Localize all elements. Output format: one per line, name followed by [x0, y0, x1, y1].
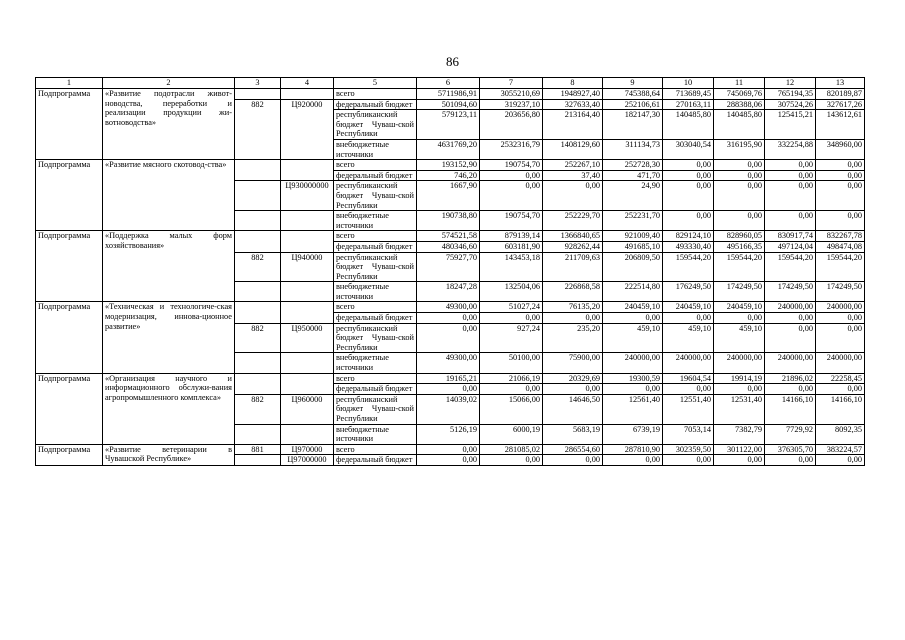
section-name: «Развитие мясного скотовод-ства» — [103, 160, 235, 231]
grbs-code — [235, 424, 281, 444]
column-header: 1 — [36, 78, 103, 89]
section-name: «Развитие подотрасли живот-новодства, переработки и реализации продукции жи-вотноводства» — [103, 89, 235, 160]
column-header: 2 — [103, 78, 235, 89]
amount-cell: 921009,40 — [603, 231, 663, 242]
column-header: 6 — [417, 78, 480, 89]
section-type: Подпрограмма — [36, 89, 103, 160]
amount-cell: 0,00 — [816, 170, 865, 181]
amount-cell: 6000,19 — [480, 424, 543, 444]
amount-cell: 182147,30 — [603, 110, 663, 140]
amount-cell: 240000,00 — [714, 353, 765, 373]
amount-cell: 75900,00 — [543, 353, 603, 373]
funding-source: республиканский бюджет Чуваш-ской Республики — [334, 110, 417, 140]
amount-cell: 0,00 — [480, 170, 543, 181]
grbs-code — [235, 89, 281, 100]
amount-cell: 14646,50 — [543, 394, 603, 424]
column-header: 7 — [480, 78, 543, 89]
section-type: Подпрограмма — [36, 231, 103, 302]
amount-cell: 240000,00 — [603, 353, 663, 373]
amount-cell: 0,00 — [663, 181, 714, 211]
amount-cell: 0,00 — [663, 313, 714, 324]
amount-cell: 49300,00 — [417, 302, 480, 313]
funding-source: внебюджетные источники — [334, 211, 417, 231]
target-article-code — [281, 231, 334, 252]
amount-cell: 0,00 — [714, 181, 765, 211]
amount-cell: 19604,54 — [663, 373, 714, 384]
amount-cell: 830917,74 — [765, 231, 816, 242]
amount-cell: 0,00 — [714, 211, 765, 231]
amount-cell: 746,20 — [417, 170, 480, 181]
target-article-code — [281, 282, 334, 302]
amount-cell: 14039,02 — [417, 394, 480, 424]
amount-cell: 0,00 — [714, 313, 765, 324]
amount-cell: 1408129,60 — [543, 139, 603, 159]
amount-cell: 307524,26 — [765, 99, 816, 110]
amount-cell: 3055210,69 — [480, 89, 543, 100]
amount-cell: 7382,79 — [714, 424, 765, 444]
grbs-code — [235, 181, 281, 211]
amount-cell: 140485,80 — [663, 110, 714, 140]
amount-cell: 125415,21 — [765, 110, 816, 140]
funding-source: федеральный бюджет — [334, 241, 417, 252]
amount-cell: 829124,10 — [663, 231, 714, 242]
amount-cell: 288388,06 — [714, 99, 765, 110]
amount-cell: 14166,10 — [765, 394, 816, 424]
section-type: Подпрограмма — [36, 373, 103, 444]
funding-source: федеральный бюджет — [334, 455, 417, 466]
amount-cell: 15066,00 — [480, 394, 543, 424]
amount-cell: 190754,70 — [480, 211, 543, 231]
amount-cell: 0,00 — [480, 384, 543, 395]
amount-cell: 1948927,40 — [543, 89, 603, 100]
target-article-code — [281, 89, 334, 100]
amount-cell: 235,20 — [543, 323, 603, 353]
funding-source: всего — [334, 160, 417, 171]
amount-cell: 240000,00 — [765, 353, 816, 373]
amount-cell: 5711986,91 — [417, 89, 480, 100]
amount-cell: 579123,11 — [417, 110, 480, 140]
amount-cell: 0,00 — [765, 211, 816, 231]
amount-cell: 159544,20 — [714, 252, 765, 282]
funding-source: всего — [334, 444, 417, 455]
amount-cell: 140485,80 — [714, 110, 765, 140]
grbs-code — [235, 353, 281, 373]
amount-cell: 879139,14 — [480, 231, 543, 242]
amount-cell: 828960,05 — [714, 231, 765, 242]
amount-cell: 193152,90 — [417, 160, 480, 171]
amount-cell: 928262,44 — [543, 241, 603, 252]
grbs-code: 882 — [235, 394, 281, 424]
table-row — [36, 373, 865, 384]
amount-cell: 12561,40 — [603, 394, 663, 424]
column-header: 3 — [235, 78, 281, 89]
amount-cell: 143453,18 — [480, 252, 543, 282]
column-header: 13 — [816, 78, 865, 89]
amount-cell: 174249,50 — [765, 282, 816, 302]
section-name: «Поддержка малых форм хозяйствования» — [103, 231, 235, 302]
amount-cell: 143612,61 — [816, 110, 865, 140]
amount-cell: 302359,50 — [663, 444, 714, 455]
amount-cell: 0,00 — [816, 211, 865, 231]
amount-cell: 0,00 — [417, 323, 480, 353]
amount-cell: 0,00 — [663, 211, 714, 231]
amount-cell: 76135,20 — [543, 302, 603, 313]
amount-cell: 12531,40 — [714, 394, 765, 424]
amount-cell: 327633,40 — [543, 99, 603, 110]
amount-cell: 7053,14 — [663, 424, 714, 444]
amount-cell: 213164,40 — [543, 110, 603, 140]
amount-cell: 49300,00 — [417, 353, 480, 373]
amount-cell: 20329,69 — [543, 373, 603, 384]
amount-cell: 0,00 — [765, 313, 816, 324]
amount-cell: 0,00 — [480, 181, 543, 211]
amount-cell: 24,90 — [603, 181, 663, 211]
amount-cell: 0,00 — [816, 181, 865, 211]
amount-cell: 5126,19 — [417, 424, 480, 444]
funding-source: федеральный бюджет — [334, 384, 417, 395]
amount-cell: 37,40 — [543, 170, 603, 181]
amount-cell: 0,00 — [480, 313, 543, 324]
grbs-code: 881 — [235, 444, 281, 455]
target-article-code: Ц950000 — [281, 323, 334, 353]
amount-cell: 0,00 — [765, 455, 816, 466]
amount-cell: 174249,50 — [816, 282, 865, 302]
amount-cell: 0,00 — [714, 160, 765, 171]
funding-source: федеральный бюджет — [334, 170, 417, 181]
amount-cell: 6739,19 — [603, 424, 663, 444]
table-row — [36, 302, 865, 313]
amount-cell: 12551,40 — [663, 394, 714, 424]
target-article-code: Ц940000 — [281, 252, 334, 282]
amount-cell: 0,00 — [417, 444, 480, 455]
section-type: Подпрограмма — [36, 302, 103, 373]
column-header: 11 — [714, 78, 765, 89]
amount-cell: 832267,78 — [816, 231, 865, 242]
table-row — [36, 444, 865, 455]
grbs-code — [235, 302, 281, 323]
grbs-code: 882 — [235, 252, 281, 282]
amount-cell: 0,00 — [765, 160, 816, 171]
amount-cell: 176249,50 — [663, 282, 714, 302]
column-header: 9 — [603, 78, 663, 89]
amount-cell: 0,00 — [714, 455, 765, 466]
amount-cell: 0,00 — [765, 384, 816, 395]
funding-source: республиканский бюджет Чуваш-ской Республики — [334, 181, 417, 211]
amount-cell: 240459,10 — [603, 302, 663, 313]
funding-source: республиканский бюджет Чуваш-ской Республики — [334, 394, 417, 424]
amount-cell: 0,00 — [663, 160, 714, 171]
amount-cell: 303040,54 — [663, 139, 714, 159]
amount-cell: 203656,80 — [480, 110, 543, 140]
target-article-code: Ц970000 — [281, 444, 334, 455]
funding-source: федеральный бюджет — [334, 313, 417, 324]
funding-source: внебюджетные источники — [334, 424, 417, 444]
amount-cell: 0,00 — [816, 313, 865, 324]
amount-cell: 0,00 — [480, 455, 543, 466]
amount-cell: 348960,00 — [816, 139, 865, 159]
amount-cell: 252267,10 — [543, 160, 603, 171]
table-row — [36, 160, 865, 171]
funding-source: внебюджетные источники — [334, 139, 417, 159]
amount-cell: 745069,76 — [714, 89, 765, 100]
section-type: Подпрограмма — [36, 160, 103, 231]
amount-cell: 0,00 — [417, 455, 480, 466]
amount-cell: 159544,20 — [663, 252, 714, 282]
amount-cell: 252229,70 — [543, 211, 603, 231]
column-header: 4 — [281, 78, 334, 89]
amount-cell: 0,00 — [543, 384, 603, 395]
amount-cell: 252106,61 — [603, 99, 663, 110]
amount-cell: 50100,00 — [480, 353, 543, 373]
amount-cell: 0,00 — [543, 181, 603, 211]
amount-cell: 0,00 — [816, 384, 865, 395]
funding-source: республиканский бюджет Чуваш-ской Республики — [334, 323, 417, 353]
funding-source: внебюджетные источники — [334, 282, 417, 302]
target-article-code: Ц930000000 — [281, 181, 334, 211]
target-article-code — [281, 424, 334, 444]
budget-table — [35, 77, 865, 466]
amount-cell: 159544,20 — [816, 252, 865, 282]
amount-cell: 383224,57 — [816, 444, 865, 455]
amount-cell: 0,00 — [543, 455, 603, 466]
section-name: «Организация научного и информационного обслужи-вания агропромышленного комплекса» — [103, 373, 235, 444]
grbs-code — [235, 231, 281, 252]
amount-cell: 0,00 — [663, 170, 714, 181]
funding-source: всего — [334, 373, 417, 384]
amount-cell: 132504,06 — [480, 282, 543, 302]
amount-cell: 19300,59 — [603, 373, 663, 384]
amount-cell: 240000,00 — [816, 302, 865, 313]
amount-cell: 501094,60 — [417, 99, 480, 110]
funding-source: республиканский бюджет Чуваш-ской Республики — [334, 252, 417, 282]
amount-cell: 0,00 — [765, 323, 816, 353]
amount-cell: 21896,02 — [765, 373, 816, 384]
amount-cell: 240459,10 — [714, 302, 765, 313]
amount-cell: 491685,10 — [603, 241, 663, 252]
grbs-code — [235, 455, 281, 466]
amount-cell: 0,00 — [543, 313, 603, 324]
amount-cell: 459,10 — [714, 323, 765, 353]
amount-cell: 240000,00 — [816, 353, 865, 373]
column-header: 10 — [663, 78, 714, 89]
amount-cell: 1667,90 — [417, 181, 480, 211]
funding-source: всего — [334, 231, 417, 242]
amount-cell: 319237,10 — [480, 99, 543, 110]
target-article-code — [281, 302, 334, 323]
grbs-code: 882 — [235, 99, 281, 160]
grbs-code: 882 — [235, 323, 281, 353]
amount-cell: 0,00 — [765, 181, 816, 211]
amount-cell: 0,00 — [663, 384, 714, 395]
amount-cell: 0,00 — [603, 455, 663, 466]
amount-cell: 7729,92 — [765, 424, 816, 444]
amount-cell: 471,70 — [603, 170, 663, 181]
section-name: «Развитие ветеринарии в Чувашской Республике» — [103, 444, 235, 465]
amount-cell: 0,00 — [603, 384, 663, 395]
target-article-code — [281, 353, 334, 373]
funding-source: всего — [334, 89, 417, 100]
amount-cell: 0,00 — [417, 384, 480, 395]
amount-cell: 51027,24 — [480, 302, 543, 313]
amount-cell: 159544,20 — [765, 252, 816, 282]
amount-cell: 75927,70 — [417, 252, 480, 282]
amount-cell: 480346,60 — [417, 241, 480, 252]
amount-cell: 19914,19 — [714, 373, 765, 384]
amount-cell: 240000,00 — [663, 353, 714, 373]
amount-cell: 211709,63 — [543, 252, 603, 282]
amount-cell: 21066,19 — [480, 373, 543, 384]
amount-cell: 927,24 — [480, 323, 543, 353]
amount-cell: 765194,35 — [765, 89, 816, 100]
amount-cell: 19165,21 — [417, 373, 480, 384]
amount-cell: 0,00 — [714, 384, 765, 395]
table-row — [36, 231, 865, 242]
amount-cell: 286554,60 — [543, 444, 603, 455]
amount-cell: 14166,10 — [816, 394, 865, 424]
target-article-code — [281, 211, 334, 231]
amount-cell: 281085,02 — [480, 444, 543, 455]
amount-cell: 270163,11 — [663, 99, 714, 110]
page-number: 86 — [446, 54, 459, 69]
target-article-code: Ц97000000 — [281, 455, 334, 466]
amount-cell: 0,00 — [816, 160, 865, 171]
amount-cell: 0,00 — [603, 313, 663, 324]
amount-cell: 190738,80 — [417, 211, 480, 231]
header-row — [36, 78, 865, 89]
table-row — [36, 89, 865, 100]
amount-cell: 0,00 — [816, 323, 865, 353]
amount-cell: 301122,00 — [714, 444, 765, 455]
amount-cell: 498474,08 — [816, 241, 865, 252]
grbs-code — [235, 160, 281, 181]
amount-cell: 252728,30 — [603, 160, 663, 171]
funding-source: всего — [334, 302, 417, 313]
amount-cell: 5683,19 — [543, 424, 603, 444]
target-article-code — [281, 373, 334, 394]
amount-cell: 311134,73 — [603, 139, 663, 159]
section-name: «Техническая и технологиче-ская модернизация, иннова-ционное развитие» — [103, 302, 235, 373]
amount-cell: 0,00 — [714, 170, 765, 181]
amount-cell: 459,10 — [603, 323, 663, 353]
amount-cell: 459,10 — [663, 323, 714, 353]
section-type: Подпрограмма — [36, 444, 103, 465]
amount-cell: 240459,10 — [663, 302, 714, 313]
column-header: 8 — [543, 78, 603, 89]
amount-cell: 745388,64 — [603, 89, 663, 100]
amount-cell: 174249,50 — [714, 282, 765, 302]
amount-cell: 252231,70 — [603, 211, 663, 231]
target-article-code: Ц920000 — [281, 99, 334, 160]
amount-cell: 0,00 — [816, 455, 865, 466]
amount-cell: 22258,45 — [816, 373, 865, 384]
amount-cell: 316195,90 — [714, 139, 765, 159]
amount-cell: 222514,80 — [603, 282, 663, 302]
amount-cell: 327617,26 — [816, 99, 865, 110]
funding-source: внебюджетные источники — [334, 353, 417, 373]
amount-cell: 190754,70 — [480, 160, 543, 171]
target-article-code: Ц960000 — [281, 394, 334, 424]
amount-cell: 820189,87 — [816, 89, 865, 100]
column-header: 5 — [334, 78, 417, 89]
grbs-code — [235, 373, 281, 394]
amount-cell: 0,00 — [663, 455, 714, 466]
amount-cell: 8092,35 — [816, 424, 865, 444]
amount-cell: 0,00 — [417, 313, 480, 324]
amount-cell: 495166,35 — [714, 241, 765, 252]
column-header: 12 — [765, 78, 816, 89]
amount-cell: 2532316,79 — [480, 139, 543, 159]
amount-cell: 574521,58 — [417, 231, 480, 242]
grbs-code — [235, 282, 281, 302]
amount-cell: 240000,00 — [765, 302, 816, 313]
amount-cell: 1366840,65 — [543, 231, 603, 242]
amount-cell: 206809,50 — [603, 252, 663, 282]
target-article-code — [281, 160, 334, 181]
amount-cell: 713689,45 — [663, 89, 714, 100]
amount-cell: 287810,90 — [603, 444, 663, 455]
amount-cell: 332254,88 — [765, 139, 816, 159]
amount-cell: 226868,58 — [543, 282, 603, 302]
grbs-code — [235, 211, 281, 231]
amount-cell: 497124,04 — [765, 241, 816, 252]
amount-cell: 4631769,20 — [417, 139, 480, 159]
amount-cell: 18247,28 — [417, 282, 480, 302]
amount-cell: 493330,40 — [663, 241, 714, 252]
amount-cell: 0,00 — [765, 170, 816, 181]
funding-source: федеральный бюджет — [334, 99, 417, 110]
amount-cell: 603181,90 — [480, 241, 543, 252]
amount-cell: 376305,70 — [765, 444, 816, 455]
